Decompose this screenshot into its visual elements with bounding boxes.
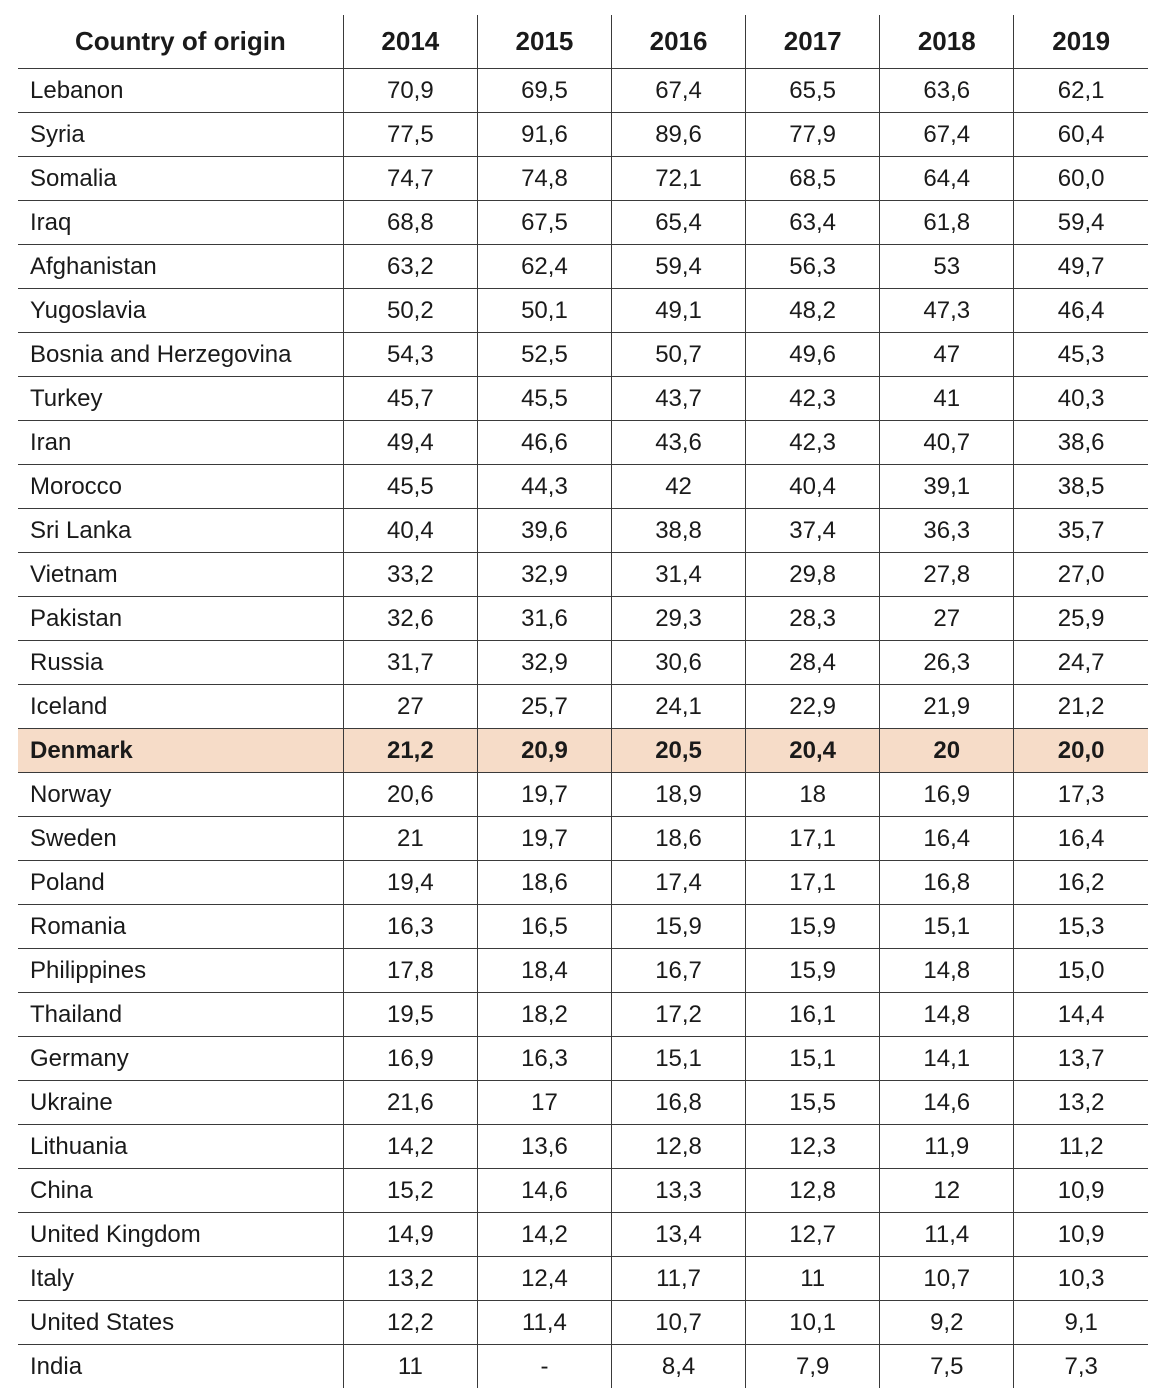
value-cell: 62,4: [477, 245, 611, 289]
value-cell: 22,9: [746, 685, 880, 729]
value-cell: 21,9: [880, 685, 1014, 729]
value-cell: 12,8: [746, 1169, 880, 1213]
country-cell: Morocco: [18, 465, 343, 509]
value-cell: 46,4: [1014, 289, 1148, 333]
value-cell: 41: [880, 377, 1014, 421]
value-cell: -: [477, 1345, 611, 1388]
value-cell: 32,6: [343, 597, 477, 641]
country-cell: Somalia: [18, 157, 343, 201]
table-row: [18, 597, 1148, 641]
value-cell: 10,3: [1014, 1257, 1148, 1301]
value-cell: 45,5: [343, 465, 477, 509]
country-cell: Italy: [18, 1257, 343, 1301]
value-cell: 13,6: [477, 1125, 611, 1169]
value-cell: 15,2: [343, 1169, 477, 1213]
value-cell: 19,5: [343, 993, 477, 1037]
value-cell: 27: [880, 597, 1014, 641]
value-cell: 17,8: [343, 949, 477, 993]
table-row: [18, 69, 1148, 113]
value-cell: 15,9: [746, 949, 880, 993]
country-cell: Germany: [18, 1037, 343, 1081]
value-cell: 50,1: [477, 289, 611, 333]
value-cell: 24,7: [1014, 641, 1148, 685]
header-year: 2018: [880, 15, 1014, 69]
value-cell: 27: [343, 685, 477, 729]
value-cell: 59,4: [612, 245, 746, 289]
value-cell: 29,3: [612, 597, 746, 641]
value-cell: 19,7: [477, 773, 611, 817]
table-row: [18, 905, 1148, 949]
value-cell: 12,2: [343, 1301, 477, 1345]
table-row: [18, 157, 1148, 201]
table-row: [18, 377, 1148, 421]
value-cell: 31,6: [477, 597, 611, 641]
value-cell: 35,7: [1014, 509, 1148, 553]
value-cell: 17,3: [1014, 773, 1148, 817]
value-cell: 43,7: [612, 377, 746, 421]
value-cell: 14,9: [343, 1213, 477, 1257]
value-cell: 12: [880, 1169, 1014, 1213]
value-cell: 52,5: [477, 333, 611, 377]
table-row: [18, 1301, 1148, 1345]
value-cell: 32,9: [477, 641, 611, 685]
table-row: [18, 289, 1148, 333]
value-cell: 45,7: [343, 377, 477, 421]
value-cell: 16,9: [880, 773, 1014, 817]
value-cell: 61,8: [880, 201, 1014, 245]
value-cell: 49,7: [1014, 245, 1148, 289]
table-row: [18, 465, 1148, 509]
country-cell: Ukraine: [18, 1081, 343, 1125]
value-cell: 46,6: [477, 421, 611, 465]
value-cell: 11: [746, 1257, 880, 1301]
value-cell: 25,9: [1014, 597, 1148, 641]
value-cell: 67,4: [612, 69, 746, 113]
value-cell: 17,1: [746, 817, 880, 861]
value-cell: 13,4: [612, 1213, 746, 1257]
value-cell: 42: [612, 465, 746, 509]
value-cell: 15,9: [746, 905, 880, 949]
value-cell: 13,2: [1014, 1081, 1148, 1125]
value-cell: 28,4: [746, 641, 880, 685]
header-year: 2015: [477, 15, 611, 69]
value-cell: 39,6: [477, 509, 611, 553]
value-cell: 15,5: [746, 1081, 880, 1125]
value-cell: 18,9: [612, 773, 746, 817]
value-cell: 20,0: [1014, 729, 1148, 773]
value-cell: 7,9: [746, 1345, 880, 1388]
value-cell: 40,7: [880, 421, 1014, 465]
value-cell: 45,5: [477, 377, 611, 421]
value-cell: 37,4: [746, 509, 880, 553]
value-cell: 11,2: [1014, 1125, 1148, 1169]
value-cell: 15,1: [746, 1037, 880, 1081]
table-row: [18, 201, 1148, 245]
table-row: [18, 817, 1148, 861]
country-cell: Yugoslavia: [18, 289, 343, 333]
value-cell: 18,6: [612, 817, 746, 861]
value-cell: 42,3: [746, 377, 880, 421]
value-cell: 20,4: [746, 729, 880, 773]
table-row: [18, 1345, 1148, 1388]
value-cell: 14,6: [880, 1081, 1014, 1125]
value-cell: 38,8: [612, 509, 746, 553]
value-cell: 21: [343, 817, 477, 861]
country-cell: Lithuania: [18, 1125, 343, 1169]
value-cell: 19,4: [343, 861, 477, 905]
table-row: [18, 553, 1148, 597]
value-cell: 27,8: [880, 553, 1014, 597]
value-cell: 29,8: [746, 553, 880, 597]
value-cell: 50,7: [612, 333, 746, 377]
value-cell: 69,5: [477, 69, 611, 113]
value-cell: 14,6: [477, 1169, 611, 1213]
value-cell: 15,1: [880, 905, 1014, 949]
value-cell: 13,2: [343, 1257, 477, 1301]
value-cell: 16,4: [1014, 817, 1148, 861]
value-cell: 14,8: [880, 993, 1014, 1037]
value-cell: 18: [746, 773, 880, 817]
value-cell: 16,8: [612, 1081, 746, 1125]
value-cell: 16,2: [1014, 861, 1148, 905]
value-cell: 11,4: [477, 1301, 611, 1345]
country-cell: Turkey: [18, 377, 343, 421]
value-cell: 38,6: [1014, 421, 1148, 465]
value-cell: 24,1: [612, 685, 746, 729]
value-cell: 50,2: [343, 289, 477, 333]
value-cell: 63,4: [746, 201, 880, 245]
country-cell: United Kingdom: [18, 1213, 343, 1257]
table-row: [18, 1081, 1148, 1125]
value-cell: 68,8: [343, 201, 477, 245]
country-cell: United States: [18, 1301, 343, 1345]
country-cell: Sri Lanka: [18, 509, 343, 553]
value-cell: 59,4: [1014, 201, 1148, 245]
table-container: [18, 15, 1148, 1388]
value-cell: 12,4: [477, 1257, 611, 1301]
value-cell: 74,8: [477, 157, 611, 201]
value-cell: 17: [477, 1081, 611, 1125]
value-cell: 89,6: [612, 113, 746, 157]
value-cell: 11,7: [612, 1257, 746, 1301]
value-cell: 43,6: [612, 421, 746, 465]
country-cell: Russia: [18, 641, 343, 685]
country-cell: Lebanon: [18, 69, 343, 113]
value-cell: 13,3: [612, 1169, 746, 1213]
value-cell: 18,4: [477, 949, 611, 993]
table-row: [18, 245, 1148, 289]
table-row: [18, 1037, 1148, 1081]
value-cell: 20: [880, 729, 1014, 773]
value-cell: 63,6: [880, 69, 1014, 113]
table-row: [18, 113, 1148, 157]
value-cell: 62,1: [1014, 69, 1148, 113]
data-table: [18, 15, 1148, 1388]
value-cell: 11,4: [880, 1213, 1014, 1257]
value-cell: 14,8: [880, 949, 1014, 993]
value-cell: 56,3: [746, 245, 880, 289]
value-cell: 28,3: [746, 597, 880, 641]
table-row: [18, 1257, 1148, 1301]
value-cell: 39,1: [880, 465, 1014, 509]
value-cell: 16,7: [612, 949, 746, 993]
value-cell: 21,2: [343, 729, 477, 773]
country-cell: Sweden: [18, 817, 343, 861]
value-cell: 72,1: [612, 157, 746, 201]
value-cell: 9,2: [880, 1301, 1014, 1345]
value-cell: 11,9: [880, 1125, 1014, 1169]
value-cell: 14,4: [1014, 993, 1148, 1037]
country-cell: Romania: [18, 905, 343, 949]
country-cell: China: [18, 1169, 343, 1213]
value-cell: 25,7: [477, 685, 611, 729]
table-row: [18, 993, 1148, 1037]
country-cell: Norway: [18, 773, 343, 817]
value-cell: 9,1: [1014, 1301, 1148, 1345]
value-cell: 44,3: [477, 465, 611, 509]
value-cell: 40,4: [343, 509, 477, 553]
value-cell: 33,2: [343, 553, 477, 597]
value-cell: 49,1: [612, 289, 746, 333]
value-cell: 36,3: [880, 509, 1014, 553]
value-cell: 16,1: [746, 993, 880, 1037]
value-cell: 17,4: [612, 861, 746, 905]
value-cell: 17,2: [612, 993, 746, 1037]
value-cell: 13,7: [1014, 1037, 1148, 1081]
value-cell: 26,3: [880, 641, 1014, 685]
table-row-highlighted: [18, 729, 1148, 773]
value-cell: 70,9: [343, 69, 477, 113]
table-row: [18, 861, 1148, 905]
value-cell: 60,4: [1014, 113, 1148, 157]
value-cell: 12,3: [746, 1125, 880, 1169]
value-cell: 11: [343, 1345, 477, 1388]
value-cell: 30,6: [612, 641, 746, 685]
value-cell: 65,4: [612, 201, 746, 245]
country-cell: Denmark: [18, 729, 343, 773]
value-cell: 68,5: [746, 157, 880, 201]
country-cell: Syria: [18, 113, 343, 157]
country-cell: Iceland: [18, 685, 343, 729]
value-cell: 15,1: [612, 1037, 746, 1081]
value-cell: 10,1: [746, 1301, 880, 1345]
country-cell: Iran: [18, 421, 343, 465]
table-row: [18, 1125, 1148, 1169]
value-cell: 21,2: [1014, 685, 1148, 729]
table-body: [18, 69, 1148, 1388]
value-cell: 20,5: [612, 729, 746, 773]
header-year: 2016: [612, 15, 746, 69]
value-cell: 7,3: [1014, 1345, 1148, 1388]
table-row: [18, 773, 1148, 817]
country-cell: Thailand: [18, 993, 343, 1037]
value-cell: 67,4: [880, 113, 1014, 157]
value-cell: 14,2: [343, 1125, 477, 1169]
header-row: [18, 15, 1148, 69]
value-cell: 77,9: [746, 113, 880, 157]
value-cell: 21,6: [343, 1081, 477, 1125]
country-cell: Poland: [18, 861, 343, 905]
value-cell: 15,3: [1014, 905, 1148, 949]
value-cell: 10,9: [1014, 1213, 1148, 1257]
table-row: [18, 685, 1148, 729]
country-cell: Philippines: [18, 949, 343, 993]
value-cell: 10,7: [612, 1301, 746, 1345]
country-cell: Pakistan: [18, 597, 343, 641]
table-row: [18, 421, 1148, 465]
header-year: 2019: [1014, 15, 1148, 69]
value-cell: 18,2: [477, 993, 611, 1037]
value-cell: 16,4: [880, 817, 1014, 861]
value-cell: 67,5: [477, 201, 611, 245]
header-year: 2014: [343, 15, 477, 69]
value-cell: 49,6: [746, 333, 880, 377]
value-cell: 16,5: [477, 905, 611, 949]
value-cell: 15,9: [612, 905, 746, 949]
country-cell: Afghanistan: [18, 245, 343, 289]
value-cell: 12,8: [612, 1125, 746, 1169]
value-cell: 47: [880, 333, 1014, 377]
table-row: [18, 1213, 1148, 1257]
value-cell: 45,3: [1014, 333, 1148, 377]
value-cell: 47,3: [880, 289, 1014, 333]
value-cell: 49,4: [343, 421, 477, 465]
table-row: [18, 641, 1148, 685]
value-cell: 12,7: [746, 1213, 880, 1257]
table-row: [18, 1169, 1148, 1213]
value-cell: 15,0: [1014, 949, 1148, 993]
value-cell: 54,3: [343, 333, 477, 377]
header-country: Country of origin: [18, 15, 343, 69]
value-cell: 42,3: [746, 421, 880, 465]
value-cell: 16,3: [477, 1037, 611, 1081]
value-cell: 32,9: [477, 553, 611, 597]
table-row: [18, 333, 1148, 377]
value-cell: 16,9: [343, 1037, 477, 1081]
value-cell: 91,6: [477, 113, 611, 157]
value-cell: 27,0: [1014, 553, 1148, 597]
value-cell: 31,7: [343, 641, 477, 685]
value-cell: 77,5: [343, 113, 477, 157]
value-cell: 20,6: [343, 773, 477, 817]
value-cell: 64,4: [880, 157, 1014, 201]
value-cell: 38,5: [1014, 465, 1148, 509]
value-cell: 16,8: [880, 861, 1014, 905]
value-cell: 16,3: [343, 905, 477, 949]
value-cell: 63,2: [343, 245, 477, 289]
value-cell: 60,0: [1014, 157, 1148, 201]
value-cell: 40,4: [746, 465, 880, 509]
value-cell: 40,3: [1014, 377, 1148, 421]
value-cell: 17,1: [746, 861, 880, 905]
value-cell: 14,1: [880, 1037, 1014, 1081]
country-cell: Iraq: [18, 201, 343, 245]
value-cell: 10,9: [1014, 1169, 1148, 1213]
value-cell: 74,7: [343, 157, 477, 201]
country-cell: Vietnam: [18, 553, 343, 597]
value-cell: 65,5: [746, 69, 880, 113]
country-cell: India: [18, 1345, 343, 1388]
table-row: [18, 949, 1148, 993]
value-cell: 53: [880, 245, 1014, 289]
value-cell: 8,4: [612, 1345, 746, 1388]
value-cell: 48,2: [746, 289, 880, 333]
value-cell: 31,4: [612, 553, 746, 597]
value-cell: 20,9: [477, 729, 611, 773]
value-cell: 10,7: [880, 1257, 1014, 1301]
header-year: 2017: [746, 15, 880, 69]
value-cell: 18,6: [477, 861, 611, 905]
value-cell: 14,2: [477, 1213, 611, 1257]
country-cell: Bosnia and Herzegovina: [18, 333, 343, 377]
table-row: [18, 509, 1148, 553]
value-cell: 19,7: [477, 817, 611, 861]
value-cell: 7,5: [880, 1345, 1014, 1388]
